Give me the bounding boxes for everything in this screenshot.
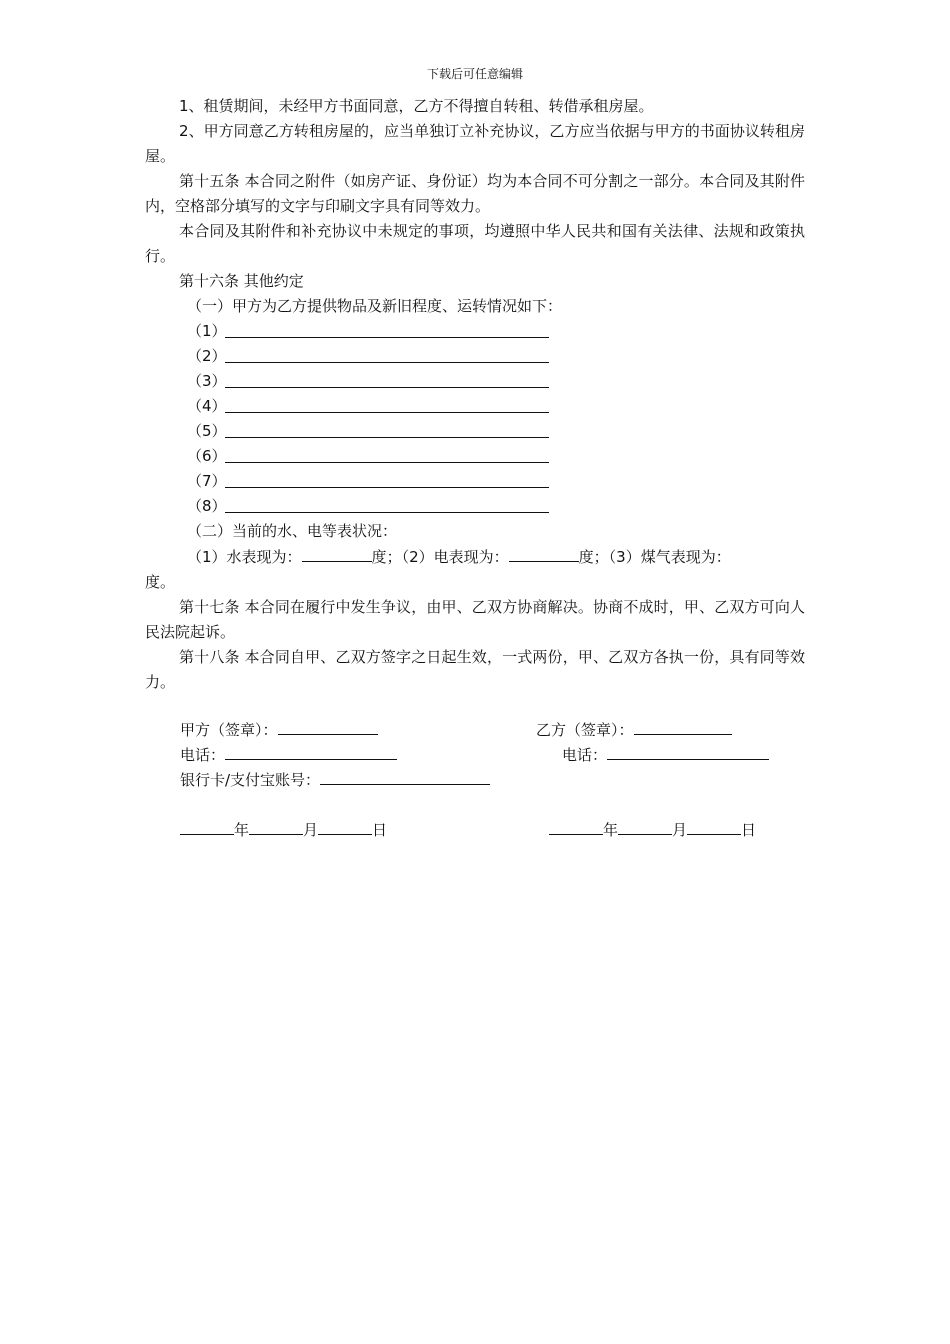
day-label: 日 [372,821,388,839]
clause-sublet-1: 1、租赁期间，未经甲方书面同意，乙方不得擅自转租、转借承租房屋。 [179,97,654,115]
contract-body [145,94,805,695]
party-b-signature [536,717,732,743]
item-blank-line[interactable] [225,320,549,338]
party-a-phone-blank[interactable] [225,742,397,760]
item-number: （4） [187,397,227,415]
item-number: （7） [187,472,227,490]
item-number: （2） [187,347,227,365]
water-meter-unit: 度 [371,548,387,566]
item-row-3 [145,369,805,394]
section-items-title: （一）甲方为乙方提供物品及新旧程度、运转情况如下： [187,297,563,315]
article-17: 第十七条 本合同在履行中发生争议，由甲、乙双方协商解决。协商不成时，甲、乙双方可向人民法院起诉。 [145,598,805,641]
item-blank-line[interactable] [225,370,549,388]
water-meter-label: （1）水表现为： [187,548,302,566]
meter-readings [145,544,805,570]
item-row-7 [145,469,805,494]
item-blank-line[interactable] [225,495,549,513]
item-blank-line[interactable] [225,420,549,438]
day-label: 日 [741,821,757,839]
item-blank-line[interactable] [225,445,549,463]
bank-account-label: 银行卡/支付宝账号： [180,771,321,789]
section-meters-title: （二）当前的水、电等表状况： [187,522,398,540]
article-16-title: 第十六条 其他约定 [179,272,304,290]
year-label: 年 [603,821,619,839]
month-label: 月 [303,821,319,839]
year-blank[interactable] [180,817,234,835]
separator: ； [386,548,402,566]
item-row-2 [145,344,805,369]
year-blank[interactable] [549,817,603,835]
month-label: 月 [672,821,688,839]
party-b-phone [562,742,769,768]
party-a-signature [180,717,378,743]
item-row-6 [145,444,805,469]
party-a-phone [180,742,397,768]
item-row-1 [145,319,805,344]
day-blank[interactable] [318,817,372,835]
gas-meter-unit: 度。 [145,573,176,591]
item-row-4 [145,394,805,419]
party-a-phone-label: 电话： [180,746,226,764]
party-b-phone-blank[interactable] [607,742,769,760]
clause-unspecified-matters: 本合同及其附件和补充协议中未规定的事项，均遵照中华人民共和国有关法律、法规和政策执行。 [145,222,805,265]
gas-meter-label: （3）煤气表现为： [608,548,731,566]
article-15: 第十五条 本合同之附件（如房产证、身份证）均为本合同不可分割之一部分。本合同及其附件内，空格部分填写的文字与印刷文字具有同等效力。 [145,172,805,215]
item-number: （8） [187,497,227,515]
party-b-phone-label: 电话： [562,746,608,764]
bank-account [180,767,490,793]
item-number: （5） [187,422,227,440]
separator: ； [593,548,609,566]
party-b-signature-blank[interactable] [634,717,732,735]
bank-account-blank[interactable] [320,767,490,785]
item-blank-line[interactable] [225,395,549,413]
water-meter-blank[interactable] [302,544,372,562]
item-row-5 [145,419,805,444]
month-blank[interactable] [618,817,672,835]
article-18: 第十八条 本合同自甲、乙双方签字之日起生效，一式两份，甲、乙双方各执一份，具有同等效力。 [145,648,805,691]
month-blank[interactable] [249,817,303,835]
day-blank[interactable] [687,817,741,835]
electric-meter-unit: 度 [578,548,594,566]
electric-meter-label: （2）电表现为： [401,548,509,566]
clause-sublet-2: 2、甲方同意乙方转租房屋的，应当单独订立补充协议，乙方应当依据与甲方的书面协议转租房屋。 [145,122,805,165]
item-number: （1） [187,322,227,340]
electric-meter-blank[interactable] [509,544,579,562]
item-number: （6） [187,447,227,465]
item-row-8 [145,494,805,519]
item-blank-line[interactable] [225,345,549,363]
party-b-date [549,817,756,843]
party-a-date [180,817,387,843]
item-blank-line[interactable] [225,470,549,488]
party-b-label: 乙方（签章）： [536,721,634,739]
party-a-label: 甲方（签章）： [180,721,278,739]
party-a-signature-blank[interactable] [278,717,378,735]
page-header: 下载后可任意编辑 [426,67,523,81]
year-label: 年 [234,821,250,839]
item-number: （3） [187,372,227,390]
